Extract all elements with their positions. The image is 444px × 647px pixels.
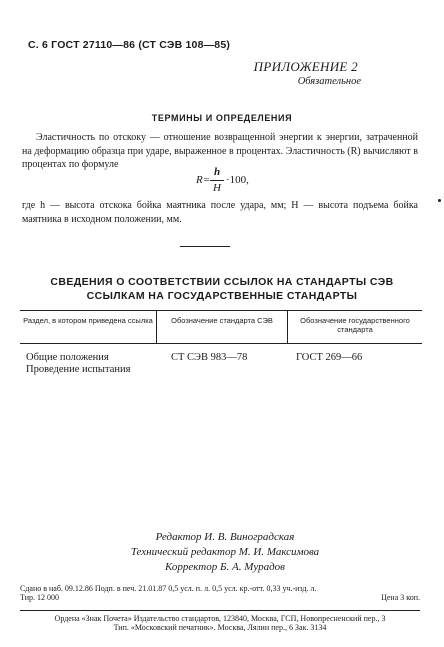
table-header: [20, 310, 422, 344]
appendix-subtitle: Обязательное: [297, 76, 361, 87]
formula-multiplier: ·100,: [226, 174, 249, 186]
imprint-price: Цена 3 коп.: [381, 593, 420, 602]
page-header: С. 6 ГОСТ 27110—86 (СТ СЭВ 108—85): [28, 39, 231, 51]
credits-block: [110, 530, 340, 575]
formula-explanation: где h — высота отскока бойка маятника после удара, мм; H — высота подъема бойка маятника в исходном положении, мм.: [22, 200, 418, 225]
formula-numerator: h: [213, 166, 221, 178]
correspondence-heading-line1: СВЕДЕНИЯ О СООТВЕТСТВИИ ССЫЛОК НА СТАНДАРТЫ СЭВ: [50, 276, 394, 288]
column-header-cmea: Обозначение стандарта СЭВ: [156, 311, 288, 343]
elasticity-formula: [196, 166, 326, 202]
column-header-gost: Обозначение государственного стандарта: [300, 316, 410, 334]
formula-denominator: H: [213, 182, 221, 194]
publisher-block: [20, 614, 420, 632]
section-general: Общие положения: [26, 352, 109, 363]
correspondence-heading-line2: ССЫЛКАМ НА ГОСУДАРСТВЕННЫЕ СТАНДАРТЫ: [86, 290, 358, 302]
table-row: [20, 344, 422, 384]
column-header-section: Раздел, в котором приведена ссылка: [23, 316, 153, 325]
printer-line: Тип. «Московский печатник». Москва, Лялин пер., 6 Зак. 3134: [113, 623, 327, 632]
margin-mark: [438, 199, 441, 202]
editor-credit: Редактор И. В. Виноградская: [155, 531, 295, 543]
imprint-line1: Сдано в наб. 09.12.86 Подп. в печ. 21.01.87 0,5 усл. п. л. 0,5 усл. кр.-отт. 0,33 уч.-изд. л.: [20, 584, 317, 593]
correspondence-table: [20, 310, 422, 384]
imprint-divider: [20, 610, 420, 611]
imprint-block: [20, 584, 420, 602]
correspondence-heading: [0, 275, 444, 303]
cell-gost-standard: ГОСТ 269—66: [296, 352, 363, 363]
fraction-bar: [210, 180, 224, 181]
formula-lhs: R=: [196, 174, 211, 186]
tech-editor-credit: Технический редактор М. И. Максимова: [130, 546, 320, 558]
cell-cmea-standard: СТ СЭВ 983—78: [171, 352, 248, 363]
publisher-line: Ордена «Знак Почета» Издательство стандартов, 123840, Москва, ГСП, Новопресненский пер., 3: [54, 614, 386, 623]
appendix-title: ПРИЛОЖЕНИЕ 2: [253, 59, 358, 74]
terms-heading: ТЕРМИНЫ И ОПРЕДЕЛЕНИЯ: [151, 113, 293, 123]
formula-fraction: [210, 166, 224, 195]
cell-section: [26, 352, 130, 376]
section-divider: [180, 246, 230, 247]
section-testing: Проведение испытания: [26, 364, 131, 375]
proofreader-credit: Корректор Б. А. Мурадов: [165, 561, 285, 573]
imprint-circulation: Тир. 12 000: [20, 593, 59, 602]
definition-paragraph: Эластичность по отскоку — отношение возвращенной энергии к энергии, затраченной на деформацию образца при ударе, выраженное в процентах. Эластичность (R) вычисляют в процентах по формуле: [22, 132, 418, 170]
